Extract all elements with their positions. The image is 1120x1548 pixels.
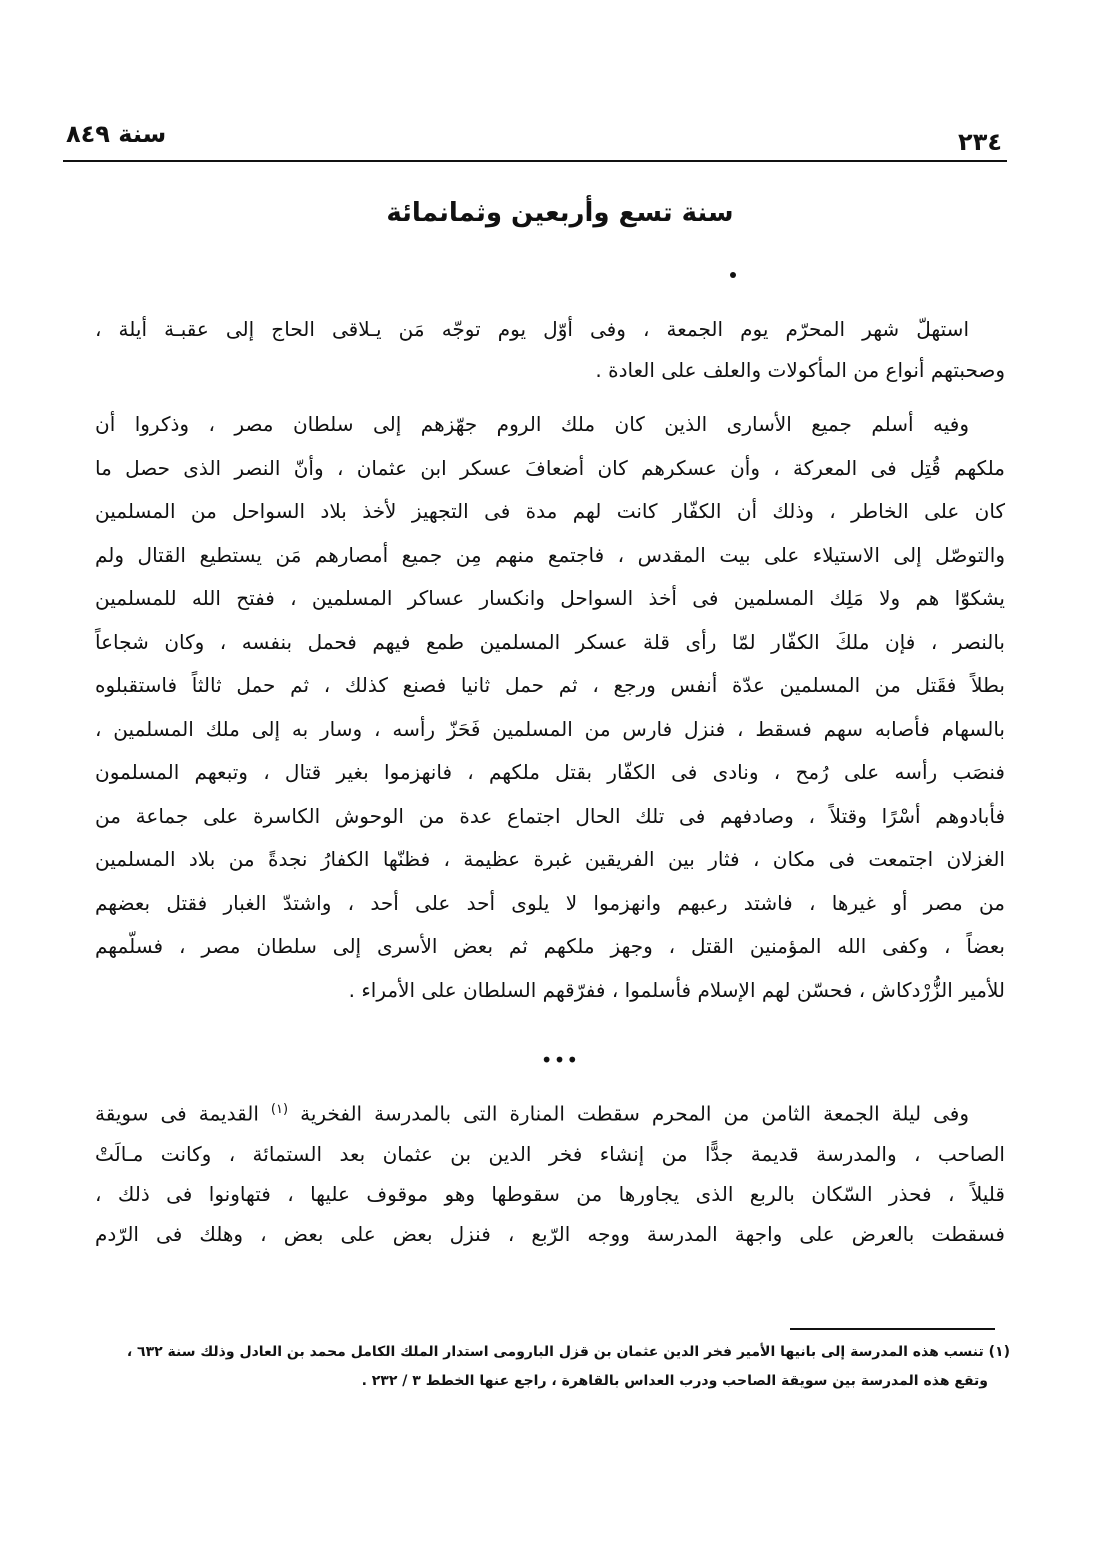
text-line: استهلّ شهر المحرّم يوم الجمعة ، وفى أوّل يوم توجّه مَن يـلاقى الحاج إلى عقبـة أيلة ، (95, 317, 969, 341)
text-line: بالسهام فأصابه سهم فسقط ، فنزل فارس من المسلمين فَحَزّ رأسه ، وسار به إلى ملك المسلمين ، (95, 716, 1005, 741)
text-line: وصحبتهم أنواع من المأكولات والعلف على العادة . (595, 358, 1005, 382)
text-line: والتوصّل إلى الاستيلاء على بيت المقدس ، فاجتمع منهم مِن جميع أمصارهم مَن يستطيع القتال ولم (95, 542, 1005, 567)
header-rule (63, 160, 1007, 162)
text-segment: القديمة فى سويقة (95, 1101, 259, 1126)
text-line: الصاحب ، والمدرسة قديمة جدًّا من إنشاء فخر الدين بن عثمان بعد الستمائة ، وكانت مـالَتْ (95, 1141, 1005, 1166)
text-line: فسقطت بالعرض على واجهة المدرسة ووجه الرّبع ، فنزل بعض على بعض ، وهلك فى الرّدم (95, 1221, 1005, 1246)
text-line: فنصَب رأسه على رُمح ، ونادى فى الكفّار بقتل ملكهم ، فانهزموا بغير قتال ، وتبعهم المسلمون (95, 760, 1005, 784)
footnote-line: (١) تنسب هذه المدرسة إلى بانيها الأمير فخر الدين عثمان بن قزل البارومى استدار الملك الكامل محمد بن العادل وذلك سنة ٦٣٢ ، (126, 1344, 1010, 1360)
text-line: بالنصر ، فإن ملكَ الكفّار لمّا رأى قلة عسكر المسلمين طمع فيهم فحمل بنفسه ، وكان شجاعاً (95, 629, 1005, 654)
footnote-rule (790, 1328, 995, 1330)
text-line: كان على الخاطر ، وذلك أن الكفّار كانت لهم مدة فى التجهيز لأخذ بلاد السواحل من المسلمين (95, 499, 1005, 523)
page-number: ٢٣٤ (958, 128, 1002, 156)
text-line: بطلاً فقَتل من المسلمين عدّة أنفس ورجع ، ثم حمل ثانيا فصنع كذلك ، ثم حمل ثالثاً فاستقبلوه (95, 673, 1005, 697)
footnote (70, 1338, 1010, 1396)
text-line: فأبادوهم أسْرًا وقتلاً ، وصادفهم فى تلك الحال اجتماع عدة من الوحوش الكاسرة على جماعة من (95, 803, 1005, 828)
text-line: من مصر أو غيرها ، فاشتد رعبهم وانهزموا لا يلوى أحد على أحد ، واشتدّ الغبار فقتل بعضهم (95, 890, 1005, 915)
paragraph-2 (95, 403, 1005, 1012)
ornament-dot (730, 272, 736, 278)
text-line: وفيه أسلم جميع الأسارى الذين كان ملك الروم جهّزهم إلى سلطان مصر ، وذكروا أن (95, 412, 969, 436)
paragraph-1 (95, 309, 1005, 391)
text-line: ملكهم قُتِل فى المعركة ، وأن عسكرهم كان أضعافَ عسكر ابن عثمان ، وأنّ النصر الذى حصل ما (95, 455, 1005, 480)
text-segment: وفى ليلة الجمعة الثامن من المحرم سقطت المنارة التى بالمدرسة الفخرية (300, 1101, 970, 1126)
running-header-year: سنة ٨٤٩ (66, 120, 167, 148)
text-line: يشكوّا هم ولا مَلِك المسلمين فى أخذ السواحل وانكسار عساكر المسلمين ، ففتح الله للمسلمين (95, 586, 1005, 610)
paragraph-3 (95, 1090, 1005, 1254)
text-line: الغزلان اجتمعت فى مكان ، فثار بين الفريقين غبرة عظيمة ، فظنّها الكفارُ نجدةً من بلاد المسلمين (95, 847, 1005, 871)
text-line: للأمير الزُّرْدكاش ، فحسّن لهم الإسلام فأسلموا ، ففرّقهم السلطان على الأمراء . (348, 977, 1005, 1002)
section-separator: ••• (540, 1048, 580, 1072)
text-line: قليلاً ، فحذر السّكان بالربع الذى يجاورها من سقوطها وهو موقوف عليها ، فتهاونوا فى ذلك ، (95, 1181, 1005, 1206)
footnote-line: وتقع هذه المدرسة بين سويقة الصاحب ودرب العداس بالقاهرة ، راجع عنها الخطط ٣ / ٢٣٢ . (361, 1373, 988, 1389)
footnote-marker[interactable]: (١) (270, 1102, 289, 1117)
text-line: بعضاً ، وكفى الله المؤمنين القتل ، وجهز ملكهم ثم بعض الأسرى إلى سلطان مصر ، فسلّمهم (95, 934, 1005, 958)
section-title: سنة تسع وأربعين وثمانمائة (386, 198, 734, 228)
text-line (95, 1090, 1005, 1134)
